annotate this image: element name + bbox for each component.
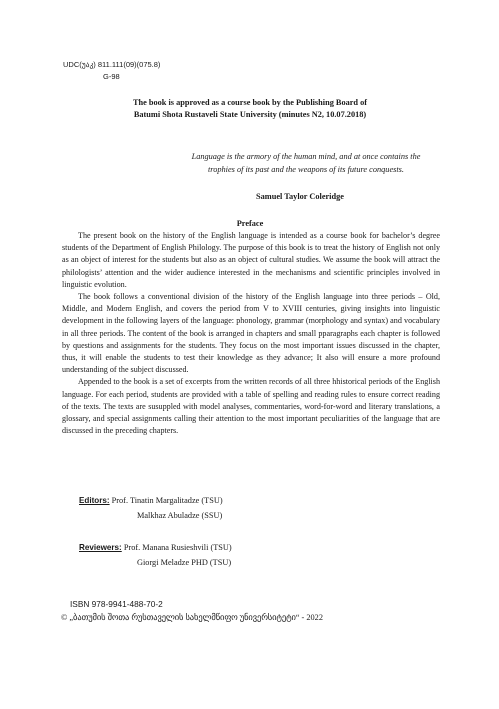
reviewers-block (79, 540, 232, 570)
editor-name: Malkhaz Abuladze (SSU) (137, 511, 223, 520)
epigraph-line-2: trophies of its past and the weapons of its future conquests. (208, 164, 404, 174)
editors-label: Editors: (79, 496, 110, 505)
reviewers-label: Reviewers: (79, 543, 122, 552)
epigraph-line-1: Language is the armory of the human mind, and at once contains the (191, 152, 421, 161)
editors-block (79, 493, 223, 523)
approval-line-2: Batumi Shota Rustaveli State University (minutes N2, 10.07.2018) (133, 109, 367, 119)
epigraph-author: Samuel Taylor Coleridge (256, 192, 344, 201)
reviewer-name: Prof. Manana Rusieshvili (TSU) (123, 543, 232, 552)
preface-paragraph: The present book on the history of the English language is intended as a course book for bachelor’s degree students of the Department of English Philology. The purpose of this book is to treat the history of English not only as an object of interest for the students but also as an object of cultural studies. We assume the book will attract the philologists’ attention and the wider audience interested in the mechanisms and scientific principles involved in linguistic evolution. (62, 231, 440, 289)
udc-label: UDC(უაკ) 811.111(09)(075.8) (63, 60, 161, 69)
copyright: © „ბათუმის შოთა რუსთაველის სახელმწიფო უნივერსიტეტი“ - 2022 (61, 613, 323, 622)
preface-paragraph: Appended to the book is a set of excerpts from the written records of all three hhistorical periods of the English language. For each period, students are provided with a table of spelling and reading rules to ensure correct reading of the texts. The texts are susuppled with model analyses, commentaries, word-for-word and literary translations, a glossary, and special assignments calling their attention to the most important peculiarities of the language that are discussed in the preceding chapters. (62, 377, 440, 436)
udc-block (63, 59, 160, 83)
isbn: ISBN 978-9941-488-70-2 (70, 599, 163, 609)
epigraph (160, 151, 452, 176)
approval-statement (60, 97, 440, 120)
udc-code: G-98 (103, 72, 120, 81)
editor-name: Prof. Tinatin Margalitadze (TSU) (111, 496, 223, 505)
preface-title: Preface (236, 219, 264, 228)
reviewer-name: Giorgi Meladze PHD (TSU) (137, 558, 232, 567)
preface-paragraph: The book follows a conventional division of the history of the English language into three periods – Old, Middle, and Modern English, and covers the period from V to XVIII centuries, giving insights into linguistic development in the following layers of the language: phonology, grammar (morphology and syntax) and vocabulary in all three periods. The content of the book is arranged in chapters and small pparagraphs each chapter is followed by questions and assignments for the students. They focus on the most important issues discussed in the chapter, thus, it will enable the students to test their knowledge as they advance; It also will ensure a more profound understanding of the subject discussed. (62, 292, 440, 375)
approval-line-1: The book is approved as a course book by the Publishing Board of (132, 98, 368, 107)
preface-body (62, 230, 440, 437)
